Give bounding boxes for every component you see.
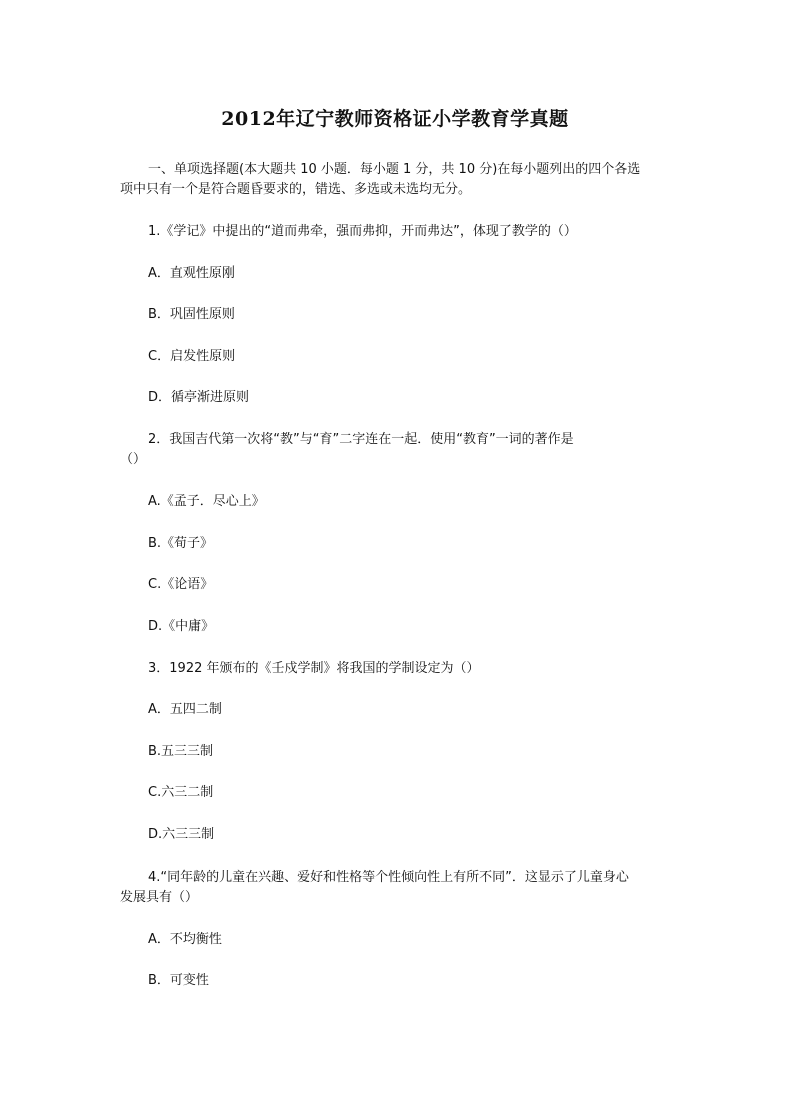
- question-2-option-a: A.《孟子．尽心上》: [148, 494, 265, 509]
- question-4-stem-line-2: 发展具有（）: [120, 890, 199, 905]
- question-2-option-b: B.《荀子》: [148, 536, 214, 551]
- question-2-stem-line-1: 2．我国吉代第一次将“教”与“育”二字连在一起．使用“教育”一词的著作是: [148, 432, 574, 447]
- question-3-option-c: C.六三二制: [148, 785, 214, 800]
- question-2-stem-line-2: （）: [120, 452, 147, 467]
- question-2-option-d: D.《中庸》: [148, 619, 215, 634]
- question-1-option-d: D．循亭渐进原则: [148, 390, 250, 405]
- section-instructions: [120, 160, 680, 200]
- question-1-stem: 1.《学记》中提出的“道而弗牵，强而弗抑，开而弗达”，体现了教学的（）: [148, 224, 577, 239]
- question-3-stem: 3．1922 年颁布的《壬戍学制》将我国的学制设定为（）: [148, 661, 480, 676]
- question-4-option-b: B．可变性: [148, 973, 209, 988]
- question-2-stem: [120, 430, 680, 470]
- question-2-option-c: C.《论语》: [148, 577, 214, 592]
- question-1-option-a: A．直观性原刚: [148, 266, 235, 281]
- instructions-line-1: 一、单项选择题(本大题共 10 小题．每小题 1 分，共 10 分)在每小题列出的四个各选: [148, 162, 641, 177]
- question-3-option-a: A．五四二制: [148, 702, 222, 717]
- question-4-stem-line-1: 4.“同年龄的儿童在兴趣、爱好和性格等个性倾向性上有所不同”．这显示了儿童身心: [148, 870, 629, 885]
- question-1-option-b: B．巩固性原则: [148, 307, 235, 322]
- document-title: 2012年辽宁教师资格证小学教育学真题: [221, 108, 569, 130]
- question-3-option-d: D.六三三制: [148, 827, 215, 842]
- question-4-option-a: A．不均衡性: [148, 932, 222, 947]
- question-3-option-b: B.五三三制: [148, 744, 214, 759]
- instructions-line-2: 项中只有一个是符合题昏要求的，错选、多选或未选均无分。: [120, 182, 472, 197]
- question-4-stem: [120, 868, 680, 908]
- question-1-option-c: C．启发性原则: [148, 349, 236, 364]
